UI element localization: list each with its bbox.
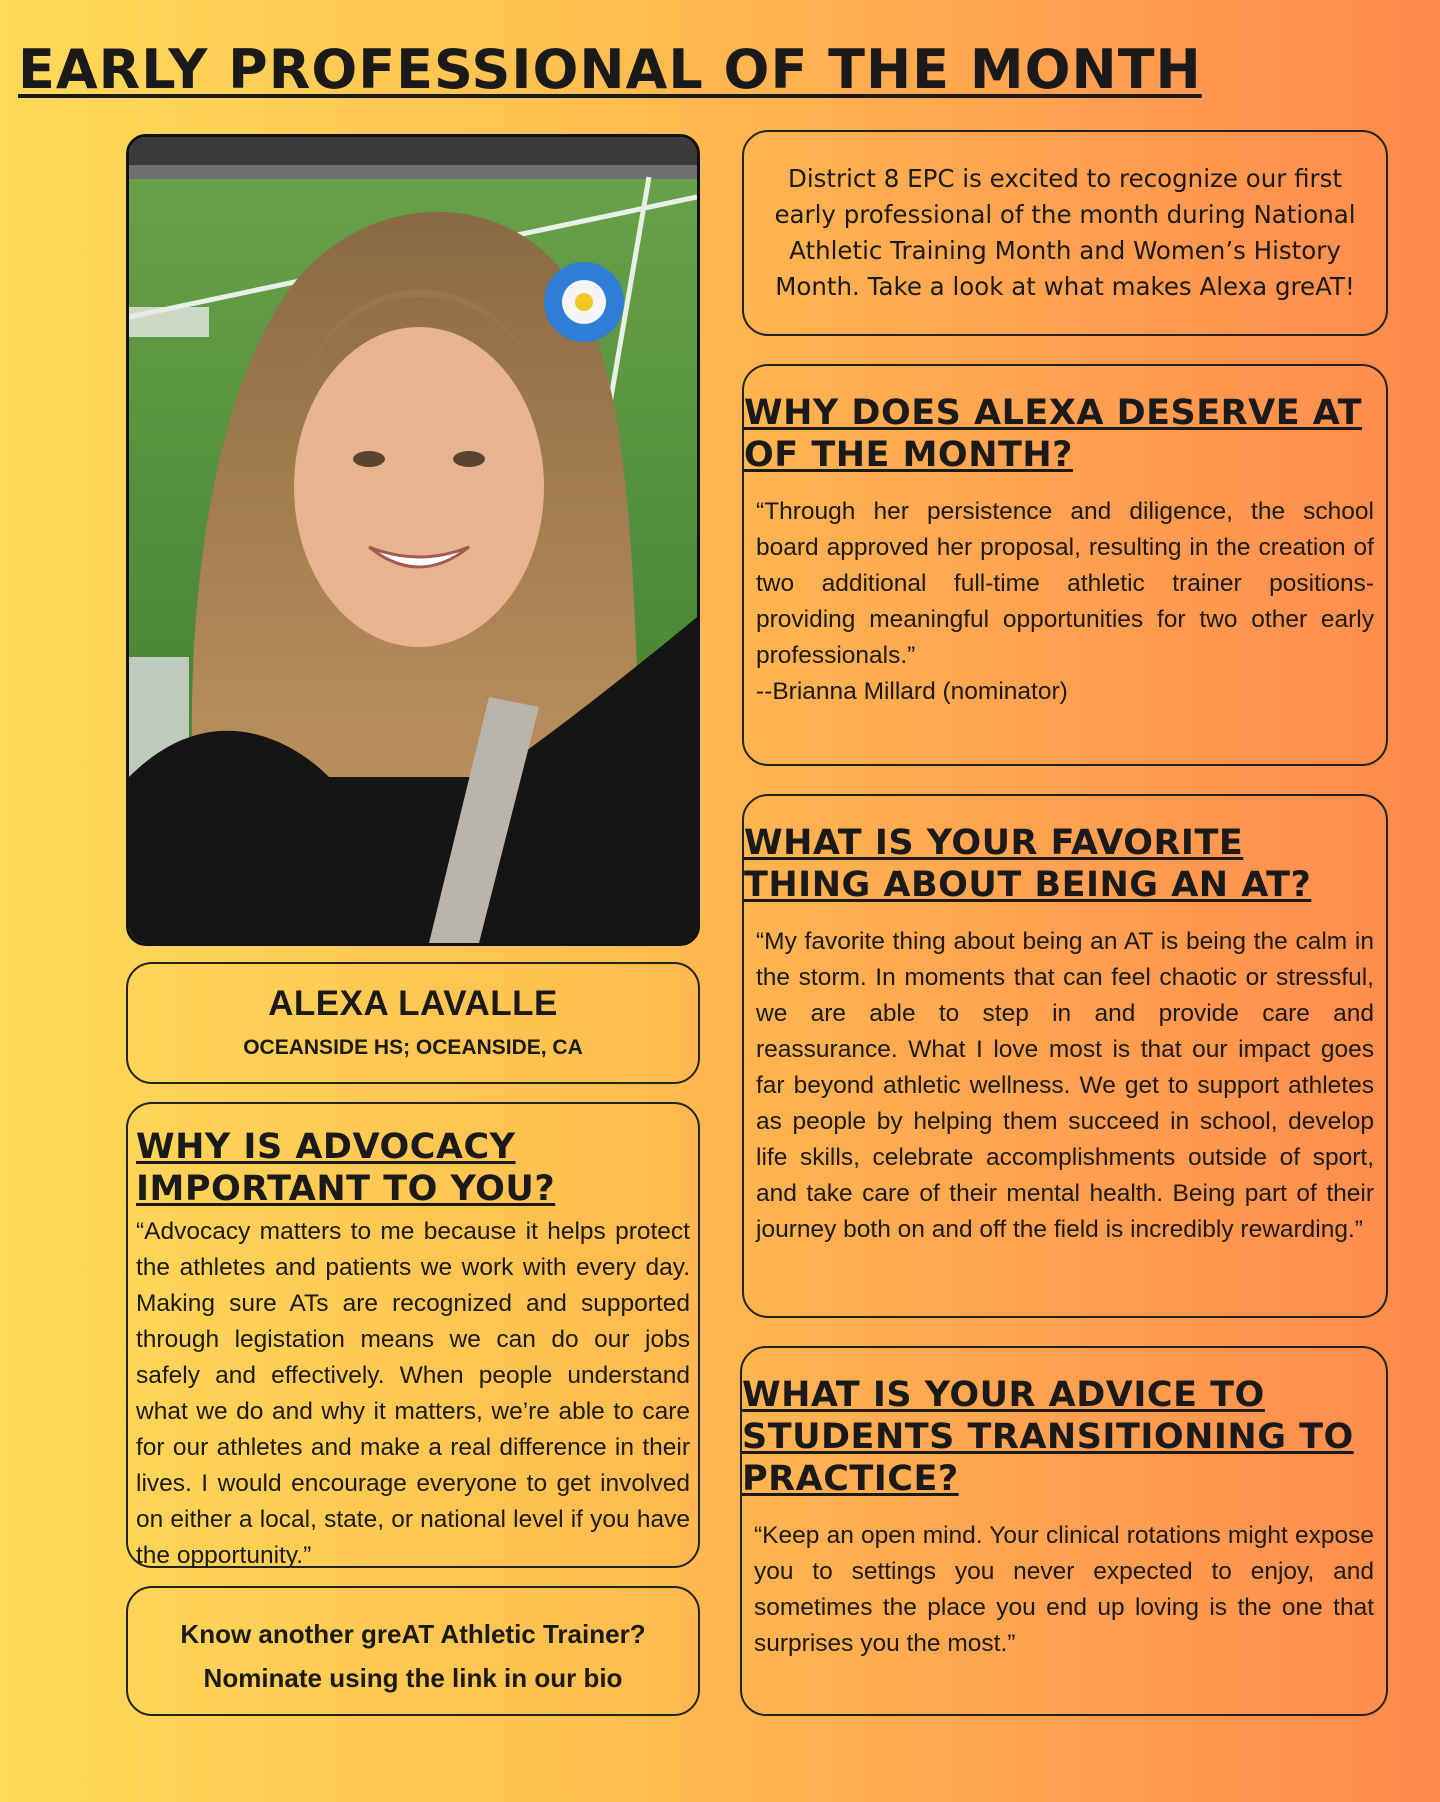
intro-text: District 8 EPC is excited to recognize our first early professional of the month during National Athletic Training Month and Women’s History Month. Take a look at what makes Alexa greAT! xyxy=(774,164,1356,301)
profile-school: OCEANSIDE HS; OCEANSIDE, CA xyxy=(243,1036,583,1059)
favorite-heading: WHAT IS YOUR FAVORITE THING ABOUT BEING AN AT? xyxy=(744,823,1312,905)
advice-quote: “Keep an open mind. Your clinical rotations might expose you to settings you never expected to enjoy, and sometimes the place you end up loving is the one that surprises you the most.” xyxy=(754,1522,1374,1657)
advocacy-heading: WHY IS ADVOCACY IMPORTANT TO YOU? xyxy=(136,1127,556,1209)
deserve-box xyxy=(742,364,1388,766)
advice-heading: WHAT IS YOUR ADVICE TO STUDENTS TRANSITIONING TO PRACTICE? xyxy=(742,1375,1354,1499)
profile-name-box xyxy=(126,962,700,1084)
advocacy-quote: “Advocacy matters to me because it helps protect the athletes and patients we work with every day. Making sure ATs are recognized and supported through legistation means we can do our jobs safely and effectively. When people understand what we do and why it matters, we’re able to care for our athletes and make a real difference in their lives. I would encourage everyone to get involved on either a local, state, or national level if you have the opportunity.” xyxy=(136,1218,690,1569)
cta-line-1: Know another greAT Athletic Trainer? xyxy=(180,1619,646,1649)
deserve-quote-text: “Through her persistence and diligence, the school board approved her proposal, resulting in the creation of two additional full-time athletic trainer positions- providing meaningful opportunities for two other early professionals.” xyxy=(756,498,1374,669)
intro-box xyxy=(742,130,1388,336)
deserve-heading: WHY DOES ALEXA DESERVE AT OF THE MONTH? xyxy=(744,393,1363,475)
cta-line-2: Nominate using the link in our bio xyxy=(203,1663,623,1693)
advocacy-box xyxy=(126,1102,700,1568)
favorite-quote: “My favorite thing about being an AT is being the calm in the storm. In moments that can feel chaotic or stressful, we are able to step in and provide care and reassurance. What I love most is that our impact goes far beyond athletic wellness. We get to support athletes as people by helping them succeed in school, develop life skills, celebrate accomplishments outside of sport, and take care of their mental health. Being part of their journey both on and off the field is incredibly rewarding.” xyxy=(756,928,1374,1243)
profile-name: ALEXA LAVALLE xyxy=(268,984,558,1023)
deserve-quote xyxy=(744,494,1374,710)
page-title: EARLY PROFESSIONAL OF THE MONTH xyxy=(18,38,1202,101)
advice-box xyxy=(740,1346,1388,1716)
nominate-cta xyxy=(126,1586,700,1716)
profile-photo xyxy=(126,134,700,946)
favorite-box xyxy=(742,794,1388,1318)
deserve-attribution: --Brianna Millard (nominator) xyxy=(756,678,1068,705)
